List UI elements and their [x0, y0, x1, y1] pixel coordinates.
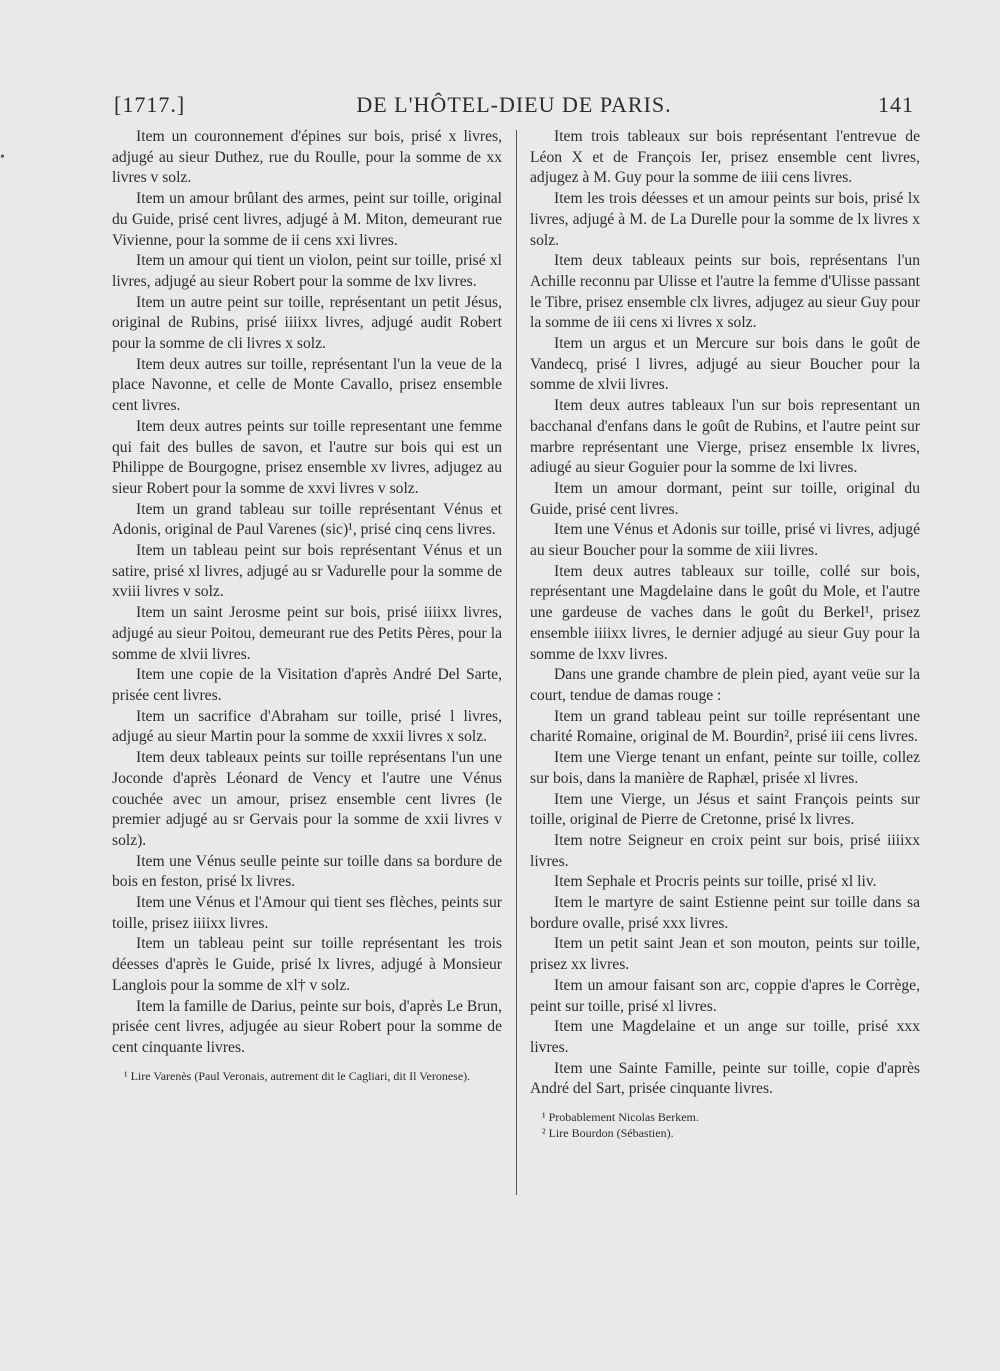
inventory-item: Item le martyre de saint Estienne peint sur toille dans sa bordure ovalle, prisé xxx livres.	[530, 894, 920, 932]
inventory-item: Item une Vierge, un Jésus et saint François peints sur toille, original de Pierre de Cretonne, prisé lx livres.	[530, 790, 920, 829]
running-header	[114, 92, 914, 126]
inventory-item: Item une copie de la Visitation d'après André Del Sarte, prisée cent livres.	[112, 666, 502, 704]
inventory-item: Item un amour dormant, peint sur toille, original du Guide, prisé cent livres.	[530, 479, 920, 518]
inventory-item: Item deux autres sur toille, représentant l'un la veue de la place Navonne, et celle de Monte Cavallo, prisez ensemble cent livres.	[112, 355, 502, 415]
inventory-item: Item un tableau peint sur toille représentant les trois déesses d'après le Guide, prisé lx livres, adjugé à Monsieur Langlois pour la somme de xl† v solz.	[112, 935, 502, 994]
left-footnotes	[112, 1068, 502, 1084]
inventory-item: Item une Vénus et l'Amour qui tient ses flèches, peints sur toille, prisez iiiixx livres.	[112, 894, 502, 932]
inventory-item: Item un grand tableau sur toille représentant Vénus et Adonis, original de Paul Varenes (sic)¹, prisé cinq cens livres.	[112, 500, 502, 539]
inventory-item: Item une Sainte Famille, peinte sur toille, copie d'après André del Sart, prisée cinquante livres.	[530, 1059, 920, 1098]
inventory-item: Item un sacrifice d'Abraham sur toille, prisé l livres, adjugé au sieur Martin pour la somme de xxxii livres x solz.	[112, 707, 502, 746]
header-title: DE L'HÔTEL-DIEU DE PARIS.	[356, 92, 672, 117]
inventory-item: Dans une grande chambre de plein pied, ayant veüe sur la court, tendue de damas rouge :	[530, 666, 920, 704]
footnote: ¹ Lire Varenès (Paul Veronais, autrement dit le Cagliari, dit Il Veronese).	[124, 1068, 471, 1083]
inventory-item: Item deux autres tableaux l'un sur bois representant un bacchanal d'enfans dans le goût de Rubins, et l'autre peint sur marbre représentant une Vierge, prisez ensemble lx livres, adiugé au sieur Goguier pour la somme de lxi livres.	[530, 397, 920, 477]
inventory-item: Item un amour qui tient un violon, peint sur toille, prisé xl livres, adjugé au sieur Robert pour la somme de lxv livres.	[112, 252, 502, 290]
inventory-item: Item un grand tableau peint sur toille représentant une charité Romaine, original de M. Bourdin², prisé iii cens livres.	[530, 707, 920, 746]
inventory-item: Item un tableau peint sur bois représentant Vénus et un satire, prisé xl livres, adjugé au sr Vadurelle pour la somme de xviii livres v solz.	[112, 542, 502, 601]
column-divider	[516, 130, 517, 1195]
left-column	[112, 127, 502, 1084]
inventory-item: Item un petit saint Jean et son mouton, peints sur toille, prisez xx livres.	[530, 935, 920, 974]
inventory-item: Item un amour faisant son arc, coppie d'apres le Corrège, peint sur toille, prisé xl livres.	[530, 976, 920, 1015]
margin-mark: •	[0, 150, 5, 165]
inventory-item: Item deux autres tableaux sur toille, collé sur bois, représentant une Magdelaine dans le goût du Mole, et l'autre une gardeuse de vaches dans le goût du Berkel¹, prisez ensemble iiiixx livres, le dernier adjugé au sieur Guy pour la somme de lxxv livres.	[530, 562, 920, 663]
inventory-item: Item trois tableaux sur bois représentant l'entrevue de Léon X et de François Ier, prisez ensemble cent livres, adjugez à M. Guy pour la somme de iiii cens livres.	[530, 128, 920, 187]
inventory-item: Item une Vénus et Adonis sur toille, prisé vi livres, adjugé au sieur Boucher pour la somme de xiii livres.	[530, 521, 920, 560]
footnote: ² Lire Bourdon (Sébastien).	[542, 1126, 674, 1141]
inventory-item: Item notre Seigneur en croix peint sur bois, prisé iiiixx livres.	[530, 831, 920, 870]
inventory-item: Item un argus et un Mercure sur bois dans le goût de Vandecq, prisé l livres, adjugé au sieur Boucher pour la somme de xlvii livres.	[530, 335, 920, 394]
inventory-item: Item deux tableaux peints sur bois, représentans l'un Achille reconnu par Ulisse et l'autre la femme d'Ulisse passant le Tibre, prisez ensemble clx livres, adjugez au sieur Guy pour la somme de iii cens xi livres x solz.	[530, 252, 920, 332]
inventory-item: Item Sephale et Procris peints sur toille, prisé xl liv.	[554, 873, 877, 891]
right-footnotes	[530, 1109, 920, 1141]
inventory-item: Item un couronnement d'épines sur bois, prisé x livres, adjugé au sieur Duthez, rue du Roulle, pour la somme de xx livres v solz.	[112, 128, 502, 187]
inventory-item: Item deux autres peints sur toille representant une femme qui fait des bulles de savon, et l'autre sur bois qui est un Philippe de Bourgogne, prisez ensemble xv livres, adjugez au sieur Robert pour la somme de xxvi livres v solz.	[112, 417, 502, 497]
right-column	[530, 127, 920, 1141]
inventory-item: Item un saint Jerosme peint sur bois, prisé iiiixx livres, adjugé au sieur Poitou, demeurant rue des Petits Pères, pour la somme de xlvii livres.	[112, 604, 502, 663]
page-number: 141	[878, 92, 914, 117]
inventory-item: Item une Magdelaine et un ange sur toille, prisé xxx livres.	[530, 1018, 920, 1056]
footnote: ¹ Probablement Nicolas Berkem.	[542, 1110, 699, 1125]
inventory-item: Item une Vénus seulle peinte sur toille dans sa bordure de bois en feston, prisé lx livres.	[112, 852, 502, 891]
inventory-item: Item un amour brûlant des armes, peint sur toille, original du Guide, prisé cent livres, adjugé à M. Miton, demeurant rue Vivienne, pour la somme de ii cens xxi livres.	[112, 190, 502, 249]
left-paragraphs	[112, 127, 502, 1059]
inventory-item: Item deux tableaux peints sur toille représentans l'un une Joconde d'après Léonard de Vency et l'autre une Vénus couchée avec un amour, prisez ensemble cent livres (le premier adjugé au sr Gervais pour la somme de xxii livres v solz).	[112, 749, 502, 849]
right-paragraphs	[530, 127, 920, 1100]
inventory-item: Item la famille de Darius, peinte sur bois, d'après Le Brun, prisée cent livres, adjugée au sieur Robert pour la somme de cent cinquante livres.	[112, 997, 502, 1056]
inventory-item: Item un autre peint sur toille, représentant un petit Jésus, original de Rubins, prisé iiiixx livres, adjugé audit Robert pour la somme de cli livres x solz.	[112, 293, 502, 353]
inventory-item: Item une Vierge tenant un enfant, peinte sur toille, collez sur bois, dans la manière de Raphæl, prisée xl livres.	[530, 749, 920, 787]
header-year: [1717.]	[114, 92, 186, 117]
inventory-item: Item les trois déesses et un amour peints sur bois, prisé lx livres, adjugé à M. de La Durelle pour la somme de lx livres x solz.	[530, 190, 920, 249]
